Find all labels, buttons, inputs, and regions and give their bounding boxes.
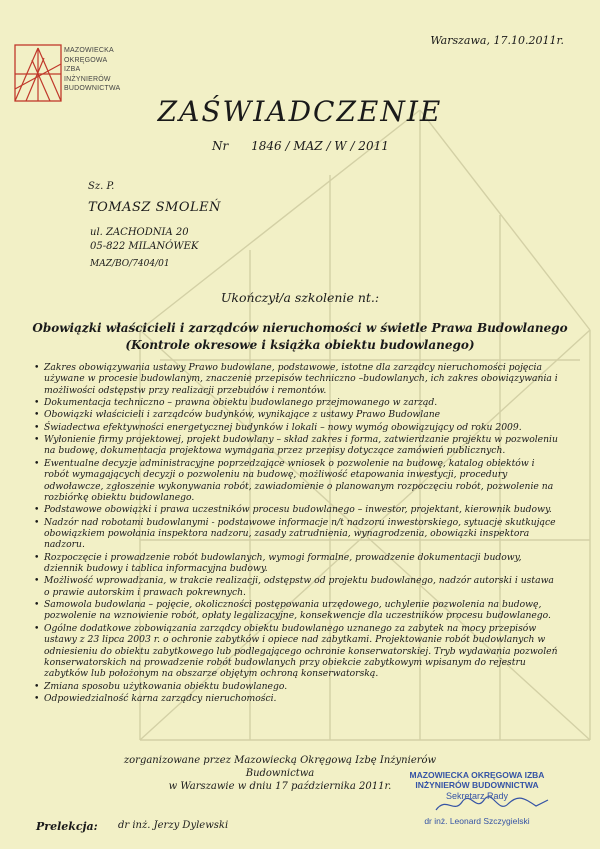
issue-date: Warszawa, 17.10.2011r. (430, 34, 564, 47)
registration-number: MAZ/BO/7404/01 (90, 259, 170, 269)
stamp-line: INŻYNIERÓW BUDOWNICTWA (415, 780, 539, 790)
chamber-logo (14, 44, 142, 102)
stamp-line: MAZOWIECKA OKRĘGOWA IZBA (409, 770, 545, 780)
list-item: • Nadzór nad robotami budowlanymi - podstawowe informacje n/t nadzoru inwestorskiego, sytuacje skutkujące obowiązkiem powołania inspektora nadzoru, zasady zatrudnienia, wynagrodzenia, obowiązki inspektora nadzoru. (34, 517, 562, 551)
organizer-line: zorganizowane przez Mazowiecką Okręgową Izbę Inżynierów Budownictwa (123, 755, 437, 779)
list-item: • Samowola budowlana – pojęcie, okoliczności postępowania urzędowego, uchylenie pozwolenia na budowę, pozwolenie na wznowienie robót, opłaty legalizacyjne, konsekwencje dla uczestników procesu budowlanego. (34, 599, 562, 622)
recipient-city: 05-822 MILANÓWEK (90, 241, 199, 252)
document-title: ZAŚWIADCZENIE (157, 95, 443, 128)
topics-list (34, 362, 562, 705)
list-item: • Ewentualne decyzje administracyjne poprzedzające wniosek o pozwolenie na budowę, katalog obiektów i robót wymagających decyzji o pozwoleniu na budowę, możliwość etapowania inwestycji, procedury odwoławcze, zgłoszenie wykonywania robót, zawiadomienie o planowanym rozpoczęciu robót, pozwolenie na rozbiórkę obiektu budowlanego. (34, 458, 562, 504)
list-item: • Ogólne dodatkowe zobowiązania zarządcy obiektu budowlanego uznanego za zabytek na mocy przepisów ustawy z 23 lipca 2003 r. o ochronie zabytków i opiece nad zabytkami. Projektowanie robót budowlanych w odniesieniu do obiektu zabytkowego lub podlegającego ochronie konserwatorskiej. Tryb wydawania pozwoleń konserwatorskich na prowadzenie robót budowlanych przy obiekcie zabytkowym wpisanym do rejestru zabytków lub położonym na obszarze objętym ochroną konserwatorską. (34, 623, 562, 680)
stamp-signature-name: dr inż. Leonard Szczygielski (424, 816, 530, 826)
list-item: • Zmiana sposobu użytkowania obiektu budowlanego. (34, 681, 562, 692)
list-item: • Możliwość wprowadzania, w trakcie realizacji, odstępstw od projektu budowlanego, nadzór autorski i ustawa o prawie autorskim i prawach pokrewnych. (34, 575, 562, 598)
logo-line: IZBA (64, 66, 81, 74)
organizer-date-line: w Warszawie w dniu 17 października 2011r. (168, 781, 392, 792)
logo-line: BUDOWNICTWA (64, 85, 121, 93)
lecturer-name: dr inż. Jerzy Dylewski (118, 820, 229, 831)
completed-training-label: Ukończył/a szkolenie nt.: (220, 290, 380, 305)
stamp-line: Sekretarz Rady (445, 791, 509, 801)
course-title-line: Obowiązki właścicieli i zarządców nieruchomości w świetle Prawa Budowlanego (32, 321, 568, 335)
list-item: • Wyłonienie firmy projektowej, projekt budowlany – skład zakres i forma, zatwierdzanie projektu w pozwoleniu na budowę, dokumentacja projektowa wymagana przez przepisy dotyczące zamówień publicznych. (34, 434, 562, 457)
list-item: • Odpowiedzialność karna zarządcy nieruchomości. (34, 693, 562, 704)
lecture-label: Prelekcja: (36, 820, 98, 833)
certificate-number: Nr 1846 / MAZ / W / 2011 (212, 139, 389, 153)
list-item: • Dokumentacja techniczno – prawna obiektu budowlanego przejmowanego w zarząd. (34, 397, 562, 408)
recipient-name: TOMASZ SMOLEŃ (88, 200, 221, 215)
list-item: • Zakres obowiązywania ustawy Prawo budowlane, podstawowe, istotne dla zarządcy nieruchomości pojęcia używane w procesie budowlanym, znaczenie przepisów techniczno –budowlanych, ich zakres obowiązywania i możliwości odstępstw przy realizacji przebudów i remontów. (34, 362, 562, 396)
logo-line: MAZOWIECKA (64, 47, 114, 54)
list-item: • Podstawowe obowiązki i prawa uczestników procesu budowlanego – inwestor, projektant, kierownik budowy. (34, 504, 562, 515)
logo-text (64, 46, 120, 94)
list-item: • Świadectwa efektywności energetycznej budynków i lokali – nowy wymóg obowiązujący od roku 2009. (34, 422, 562, 433)
recipient-address (90, 226, 198, 254)
signature-icon (432, 792, 552, 818)
secretary-stamp (392, 770, 562, 830)
salutation: Sz. P. (88, 181, 115, 192)
list-item: • Obowiązki właścicieli i zarządców budynków, wynikające z ustawy Prawo Budowlane (34, 409, 562, 420)
course-title (30, 320, 570, 354)
course-title-line: (Kontrole okresowe i książka obiektu budowlanego) (125, 338, 475, 352)
logo-line: INŻYNIERÓW (64, 75, 111, 83)
list-item: • Rozpoczęcie i prowadzenie robót budowlanych, wymogi formalne, prowadzenie dokumentacji budowy, dziennik budowy i tablica informacyjna budowy. (34, 552, 562, 575)
logo-line: OKRĘGOWA (64, 56, 108, 64)
logo-truss-icon (14, 44, 62, 102)
recipient-street: ul. ZACHODNIA 20 (90, 227, 189, 238)
